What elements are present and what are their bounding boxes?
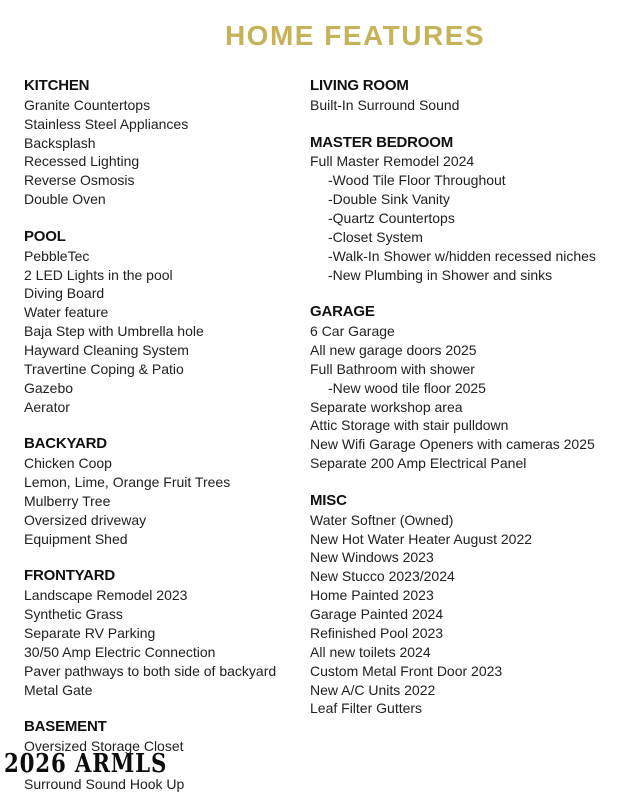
- section-garage: [310, 303, 635, 473]
- feature-item: -Double Sink Vanity: [328, 191, 450, 208]
- feature-item: Surround Sound Hook Up: [24, 775, 185, 792]
- feature-item: All new toilets 2024: [310, 643, 431, 660]
- feature-item: -Walk-In Shower w/hidden recessed niches: [328, 247, 596, 264]
- section-heading: POOL: [24, 227, 66, 245]
- feature-item: Garage Painted 2024: [310, 606, 444, 623]
- feature-item: Oversized driveway: [24, 511, 147, 528]
- section-heading: MISC: [310, 491, 347, 509]
- section-kitchen: [24, 77, 306, 209]
- feature-item: Lemon, Lime, Orange Fruit Trees: [24, 474, 231, 491]
- feature-item: Water Softner (Owned): [310, 511, 454, 528]
- feature-item: Water feature: [24, 304, 109, 321]
- feature-item: Full Bathroom with shower: [310, 360, 475, 377]
- feature-item: 6 Car Garage: [310, 323, 395, 340]
- feature-item: New A/C Units 2022: [310, 681, 436, 698]
- feature-item: New Hot Water Heater August 2022: [310, 530, 533, 547]
- section-frontyard: [24, 567, 306, 699]
- feature-item: Travertine Coping & Patio: [24, 360, 184, 377]
- feature-item: Hayward Cleaning System: [24, 342, 189, 359]
- section-heading: LIVING ROOM: [310, 77, 409, 94]
- feature-item: -New wood tile floor 2025: [328, 379, 486, 396]
- feature-item: New Stucco 2023/2024: [310, 568, 455, 585]
- section-heading: KITCHEN: [24, 77, 90, 94]
- feature-item: Home Painted 2023: [310, 587, 434, 604]
- feature-item: Gazebo: [24, 379, 74, 396]
- feature-item: Chicken Coop: [24, 455, 112, 472]
- feature-item: Refinished Pool 2023: [310, 624, 444, 641]
- feature-item: Built-In Surround Sound: [310, 96, 460, 113]
- feature-item: Stainless Steel Appliances: [24, 115, 189, 132]
- feature-item: All new garage doors 2025: [310, 342, 477, 359]
- feature-item: -Wood Tile Floor Throughout: [328, 172, 506, 189]
- column-left: [24, 77, 306, 803]
- feature-item: Backsplash: [24, 134, 96, 151]
- feature-item: Mulberry Tree: [24, 492, 111, 509]
- feature-item: Landscape Remodel 2023: [24, 587, 188, 604]
- feature-item: Recessed Lighting: [24, 153, 140, 170]
- feature-item: Metal Gate: [24, 681, 93, 698]
- feature-item: Attic Storage with stair pulldown: [310, 417, 509, 434]
- section-living-room: [310, 77, 635, 115]
- feature-item: Equipment Shed: [24, 530, 128, 547]
- feature-item: Full Master Remodel 2024: [310, 153, 475, 170]
- section-master-bedroom: [310, 134, 635, 285]
- column-right: [310, 77, 635, 737]
- section-heading: FRONTYARD: [24, 567, 115, 585]
- feature-item: Leaf Filter Gutters: [310, 700, 423, 717]
- feature-item: -New Plumbing in Shower and sinks: [328, 266, 553, 283]
- section-heading: BACKYARD: [24, 435, 107, 453]
- section-heading: GARAGE: [310, 303, 375, 321]
- section-misc: [310, 492, 635, 718]
- feature-item: Separate RV Parking: [24, 624, 156, 641]
- feature-item: -Quartz Countertops: [328, 210, 455, 227]
- section-heading: BASEMENT: [24, 718, 107, 736]
- feature-item: New Windows 2023: [310, 549, 434, 566]
- feature-item: Synthetic Grass: [24, 606, 123, 623]
- feature-item: New Wifi Garage Openers with cameras 2025: [310, 436, 595, 453]
- feature-item: Aerator: [24, 398, 70, 415]
- feature-item: Separate 200 Amp Electrical Panel: [310, 455, 527, 472]
- watermark: 2026 ARMLS: [4, 749, 168, 779]
- page-title: HOME FEATURES: [224, 20, 486, 51]
- feature-item: 30/50 Amp Electric Connection: [24, 643, 216, 660]
- feature-item: Reverse Osmosis: [24, 172, 135, 189]
- section-heading: MASTER BEDROOM: [310, 133, 454, 151]
- feature-item: Custom Metal Front Door 2023: [310, 662, 503, 679]
- feature-item: 2 LED Lights in the pool: [24, 266, 173, 283]
- feature-item: -Closet System: [328, 228, 423, 245]
- section-backyard: [24, 435, 306, 548]
- feature-item: Diving Board: [24, 285, 105, 302]
- section-pool: [24, 228, 306, 417]
- feature-item: Double Oven: [24, 191, 106, 208]
- feature-item: Paver pathways to both side of backyard: [24, 662, 277, 679]
- feature-item: Separate workshop area: [310, 398, 463, 415]
- feature-item: Oversized Storage Closet: [24, 738, 184, 755]
- feature-item: Granite Countertops: [24, 96, 151, 113]
- feature-item: Baja Step with Umbrella hole: [24, 323, 204, 340]
- feature-item: PebbleTec: [24, 247, 90, 264]
